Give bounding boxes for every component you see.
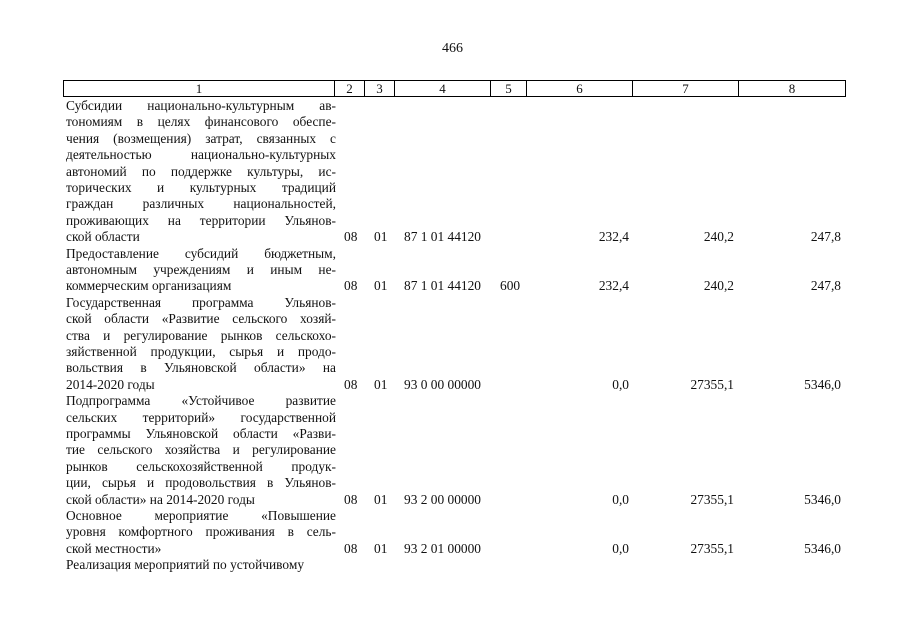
row-description xyxy=(66,557,336,573)
cell-col-7: 240,2 xyxy=(703,229,734,245)
description-line: рынков сельскохозяйственной продук- xyxy=(66,458,336,474)
cell-col-4: 93 0 00 00000 xyxy=(404,376,481,392)
cell-col-6: 232,4 xyxy=(598,229,629,245)
description-line: Подпрограмма «Устойчивое развитие xyxy=(66,393,336,409)
description-line: ской области xyxy=(66,229,140,245)
description-line: ской местности» xyxy=(66,540,162,556)
description-line: программы Ульяновской области «Разви- xyxy=(66,426,336,441)
cell-col-6: 0,0 xyxy=(612,376,629,392)
header-col-1: 1 xyxy=(64,81,335,96)
header-col-7: 7 xyxy=(633,81,739,96)
cell-col-2: 08 xyxy=(344,278,358,294)
cell-col-3: 01 xyxy=(374,491,388,507)
description-line: Основное мероприятие «Повышение xyxy=(66,508,336,523)
header-col-6: 6 xyxy=(527,81,633,96)
cell-col-5: 600 xyxy=(500,278,521,294)
description-line: автономий по поддержке культуры, ис- xyxy=(66,163,336,179)
description-line: Реализация мероприятий по устойчивому xyxy=(66,557,305,573)
cell-col-2: 08 xyxy=(344,376,358,392)
description-line: коммерческим организациям xyxy=(66,278,232,294)
row-description xyxy=(66,246,336,295)
cell-col-7: 240,2 xyxy=(703,278,734,294)
cell-col-8: 5346,0 xyxy=(804,540,841,556)
description-line: зяйственной продукции, сырья и продо- xyxy=(66,344,336,360)
description-line: сельских территорий» государственной xyxy=(66,409,336,425)
header-col-4: 4 xyxy=(395,81,491,96)
cell-col-6: 232,4 xyxy=(598,278,629,294)
page-number: 466 xyxy=(442,41,463,56)
cell-col-7: 27355,1 xyxy=(690,376,734,392)
cell-col-4: 93 2 01 00000 xyxy=(404,540,481,556)
cell-col-4: 87 1 01 44120 xyxy=(404,278,481,294)
cell-col-7: 27355,1 xyxy=(690,491,734,507)
description-line: Государственная программа Ульянов- xyxy=(66,294,336,310)
description-line: тие сельского хозяйства и регулирование xyxy=(66,442,336,458)
row-description xyxy=(66,393,336,508)
description-line: ства и регулирование рынков сельскохо- xyxy=(66,327,336,343)
header-col-2: 2 xyxy=(335,81,365,96)
row-description xyxy=(66,98,336,246)
description-line: чения (возмещения) затрат, связанных с xyxy=(66,130,336,146)
description-line: тономиям в целях финансового обеспе- xyxy=(66,114,336,130)
cell-col-3: 01 xyxy=(374,376,388,392)
cell-col-3: 01 xyxy=(374,540,388,556)
cell-col-2: 08 xyxy=(344,491,358,507)
description-line: деятельностью национально-культурных xyxy=(66,147,336,163)
description-line: ской области» на 2014-2020 годы xyxy=(66,491,255,507)
header-col-5: 5 xyxy=(491,81,527,96)
row-description xyxy=(66,295,336,393)
description-line: ской области «Развитие сельского хозяй- xyxy=(66,311,336,327)
description-line: Предоставление субсидий бюджетным, xyxy=(66,245,336,261)
table-header xyxy=(63,80,846,97)
cell-col-6: 0,0 xyxy=(612,491,629,507)
cell-col-3: 01 xyxy=(374,278,388,294)
cell-col-4: 93 2 00 00000 xyxy=(404,491,481,507)
description-line: ции, сырья и продовольствия в Ульянов- xyxy=(66,475,336,491)
cell-col-7: 27355,1 xyxy=(690,540,734,556)
description-line: 2014-2020 годы xyxy=(66,376,155,392)
cell-col-8: 5346,0 xyxy=(804,491,841,507)
description-line: Субсидии национально-культурным ав- xyxy=(66,98,336,113)
description-line: торических и культурных традиций xyxy=(66,180,336,196)
cell-col-8: 247,8 xyxy=(810,278,841,294)
row-description xyxy=(66,508,336,557)
cell-col-3: 01 xyxy=(374,229,388,245)
cell-col-2: 08 xyxy=(344,540,358,556)
header-col-3: 3 xyxy=(365,81,395,96)
cell-col-4: 87 1 01 44120 xyxy=(404,229,481,245)
cell-col-6: 0,0 xyxy=(612,540,629,556)
cell-col-2: 08 xyxy=(344,229,358,245)
description-line: автономным учреждениям и иным не- xyxy=(66,262,336,277)
header-col-8: 8 xyxy=(788,81,796,96)
cell-col-8: 247,8 xyxy=(810,229,841,245)
description-line: граждан различных национальностей, xyxy=(66,196,336,212)
cell-col-8: 5346,0 xyxy=(804,376,841,392)
description-line: проживающих на территории Ульянов- xyxy=(66,212,336,228)
description-line: уровня комфортного проживания в сель- xyxy=(66,524,336,540)
description-line: вольствия в Ульяновской области» на xyxy=(66,360,336,376)
